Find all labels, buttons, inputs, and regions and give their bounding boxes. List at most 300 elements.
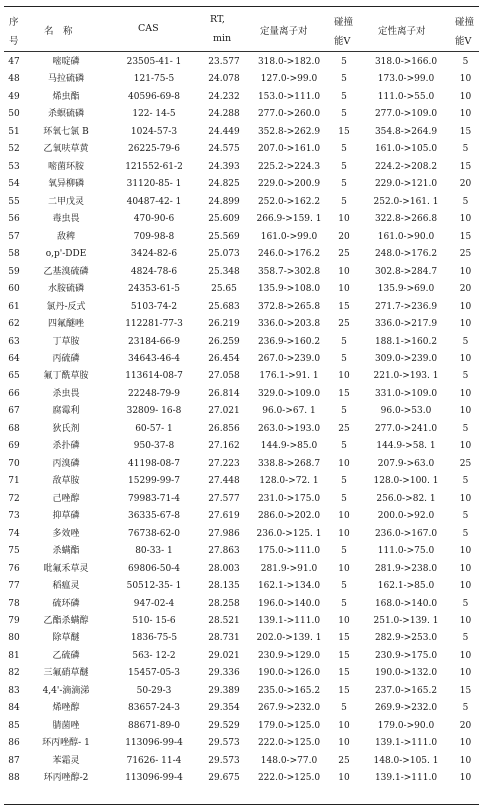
cell-qual-ion-pair: 318.0->166.0 <box>374 57 438 67</box>
cell-retention-time: 27.448 <box>208 476 240 487</box>
cell-qual-ion-pair: 161.0->105.0 <box>374 144 438 155</box>
table-row <box>4 508 479 525</box>
cell-cas-number: 510- 15-6 <box>132 616 176 626</box>
cell-number: 50 <box>8 109 20 120</box>
cell-qual-ion-pair: 309.0->239.0 <box>374 353 438 364</box>
cell-compound-name: 氯丹-反式 <box>46 301 86 312</box>
cell-compound-name: 乙氧呋草黄 <box>43 144 89 155</box>
cell-compound-name: 苯霜灵 <box>52 755 80 766</box>
cell-qual-ion-pair: 161.0->90.0 <box>377 231 435 242</box>
cell-quant-ion-pair: 236.9->160.2 <box>257 336 321 347</box>
cell-quant-ion-pair: 179.0->125.0 <box>257 720 321 731</box>
cell-compound-name: 多效唑 <box>52 528 80 539</box>
cell-qual-ion-pair: 331.0->109.0 <box>374 388 438 399</box>
cell-qual-collision-energy: 25 <box>459 249 472 260</box>
table-row <box>4 141 479 158</box>
cell-number: 49 <box>8 91 20 102</box>
cell-qual-ion-pair: 277.0->241.0 <box>374 423 438 434</box>
cell-compound-name: 腈菌唑 <box>52 720 80 731</box>
cell-quant-ion-pair: 135.9->108.0 <box>257 284 321 295</box>
table-row <box>4 648 479 665</box>
cell-qual-ion-pair: 221.0->193. 1 <box>373 371 439 382</box>
cell-retention-time: 24.825 <box>208 179 240 190</box>
cell-compound-name: 乙酯杀螨醇 <box>43 616 89 626</box>
table-header <box>4 6 479 51</box>
cell-quant-ion-pair: 352.8->262.9 <box>257 126 321 137</box>
cell-quant-collision-energy: 5 <box>341 476 347 487</box>
cell-quant-collision-energy: 5 <box>341 74 347 85</box>
cell-number: 84 <box>8 703 20 714</box>
cell-number: 79 <box>8 616 20 626</box>
table-row <box>4 159 479 176</box>
cell-qual-collision-energy: 20 <box>459 284 472 295</box>
cell-retention-time: 25.073 <box>208 249 240 260</box>
cell-cas-number: 80-33- 1 <box>135 546 173 557</box>
cell-compound-name: 狄氏剂 <box>52 423 80 434</box>
cell-qual-collision-energy: 5 <box>462 336 469 347</box>
cell-retention-time: 29.529 <box>208 720 240 731</box>
cell-qual-ion-pair: 162.1->85.0 <box>377 581 435 592</box>
cell-compound-name: 4,4'-滴滴涕 <box>42 685 90 696</box>
cell-number: 81 <box>8 650 20 661</box>
cell-qual-collision-energy: 10 <box>459 563 472 574</box>
cell-qual-ion-pair: 251.0->139. 1 <box>373 616 439 626</box>
cell-number: 64 <box>8 353 20 364</box>
cell-qual-collision-energy: 5 <box>462 196 469 207</box>
cell-quant-collision-energy: 15 <box>338 388 350 399</box>
cell-number: 63 <box>8 336 20 347</box>
cell-qual-collision-energy: 10 <box>459 616 472 626</box>
cell-qual-collision-energy: 10 <box>459 301 472 312</box>
header-quant-energy-line1: 碰撞 <box>334 17 354 28</box>
cell-quant-ion-pair: 277.0->260.0 <box>257 109 321 120</box>
cell-retention-time: 29.573 <box>208 755 240 766</box>
cell-retention-time: 26.259 <box>208 336 240 347</box>
cell-quant-ion-pair: 246.0->176.2 <box>257 249 321 260</box>
cell-quant-ion-pair: 144.9->85.0 <box>260 441 318 452</box>
cell-cas-number: 31120-85- 1 <box>126 179 182 190</box>
cell-qual-collision-energy: 10 <box>459 668 472 679</box>
cell-quant-ion-pair: 267.0->239.0 <box>257 353 321 364</box>
cell-quant-collision-energy: 10 <box>338 773 350 784</box>
cell-number: 58 <box>8 249 20 260</box>
cell-qual-collision-energy: 10 <box>459 738 472 749</box>
cell-retention-time: 24.575 <box>208 144 240 155</box>
table-row <box>4 54 479 71</box>
cell-qual-collision-energy: 10 <box>459 493 472 504</box>
table-row <box>4 106 479 123</box>
cell-qual-ion-pair: 128.0->100. 1 <box>373 476 439 487</box>
cell-qual-ion-pair: 96.0->53.0 <box>380 406 432 417</box>
cell-qual-collision-energy: 5 <box>462 633 469 644</box>
cell-compound-name: 氟丁酰草胺 <box>43 371 89 382</box>
cell-quant-ion-pair: 266.9->159. 1 <box>256 214 322 225</box>
cell-cas-number: 26225-79-6 <box>128 144 180 155</box>
cell-quant-ion-pair: 128.0->72. 1 <box>259 476 319 487</box>
table-row <box>4 491 479 508</box>
cell-qual-ion-pair: 256.0->82. 1 <box>376 493 436 504</box>
cell-quant-collision-energy: 15 <box>338 126 350 137</box>
cell-quant-collision-energy: 10 <box>338 720 350 731</box>
cell-qual-ion-pair: 302.8->284.7 <box>374 266 438 277</box>
cell-qual-ion-pair: 229.0->121.0 <box>374 179 438 190</box>
cell-quant-ion-pair: 358.7->302.8 <box>257 266 321 277</box>
cell-quant-ion-pair: 329.0->109.0 <box>257 388 321 399</box>
cell-retention-time: 26.856 <box>208 423 240 434</box>
cell-cas-number: 1836-75-5 <box>130 633 178 644</box>
cell-cas-number: 4824-78-6 <box>130 266 178 277</box>
cell-qual-ion-pair: 144.9->58. 1 <box>376 441 436 452</box>
cell-quant-collision-energy: 5 <box>341 109 347 120</box>
cell-quant-collision-energy: 5 <box>341 441 347 452</box>
cell-quant-collision-energy: 10 <box>338 738 350 749</box>
cell-quant-collision-energy: 10 <box>338 563 350 574</box>
cell-compound-name: 杀虫畏 <box>52 388 80 399</box>
cell-compound-name: 烯虫酯 <box>52 91 80 102</box>
cell-compound-name: 丙溴磷 <box>52 458 80 469</box>
cell-quant-ion-pair: 263.0->193.0 <box>257 423 321 434</box>
cell-quant-collision-energy: 5 <box>341 493 347 504</box>
cell-quant-collision-energy: 5 <box>341 703 347 714</box>
cell-compound-name: 吡氟禾草灵 <box>43 563 89 574</box>
cell-compound-name: 杀扑磷 <box>52 441 80 452</box>
table-row <box>4 526 479 543</box>
cell-number: 76 <box>8 563 20 574</box>
cell-qual-ion-pair: 277.0->109.0 <box>374 109 438 120</box>
cell-compound-name: 硫环磷 <box>52 598 80 609</box>
header-divider-rule <box>4 51 479 52</box>
cell-qual-ion-pair: 252.0->161. 1 <box>373 196 439 207</box>
cell-quant-collision-energy: 25 <box>338 249 350 260</box>
cell-cas-number: 83657-24-3 <box>128 703 180 714</box>
cell-number: 74 <box>8 528 20 539</box>
cell-quant-ion-pair: 372.8->265.8 <box>257 301 321 312</box>
table-row <box>4 700 479 717</box>
cell-quant-collision-energy: 10 <box>338 616 350 626</box>
cell-quant-collision-energy: 5 <box>341 336 347 347</box>
cell-quant-ion-pair: 338.8->268.7 <box>257 458 321 469</box>
cell-quant-ion-pair: 222.0->125.0 <box>257 738 321 749</box>
cell-number: 71 <box>8 476 20 487</box>
table-row <box>4 473 479 490</box>
cell-quant-ion-pair: 267.9->232.0 <box>257 703 321 714</box>
cell-cas-number: 15457-05-3 <box>128 668 180 679</box>
cell-compound-name: 丙硫磷 <box>52 353 80 364</box>
cell-qual-ion-pair: 354.8->264.9 <box>374 126 438 137</box>
cell-qual-ion-pair: 230.9->175.0 <box>374 650 438 661</box>
cell-retention-time: 24.449 <box>208 126 240 137</box>
cell-cas-number: 50512-35- 1 <box>126 581 182 592</box>
cell-retention-time: 28.731 <box>208 633 240 644</box>
cell-cas-number: 79983-71-4 <box>128 493 180 504</box>
cell-cas-number: 121552-61-2 <box>125 161 183 172</box>
cell-number: 55 <box>8 196 20 207</box>
table-row <box>4 561 479 578</box>
table-row <box>4 246 479 263</box>
cell-compound-name: 四氟醚唑 <box>47 319 84 330</box>
cell-qual-ion-pair: 179.0->90.0 <box>377 720 435 731</box>
cell-retention-time: 24.288 <box>208 109 240 120</box>
cell-compound-name: 除草醚 <box>52 633 80 644</box>
cell-quant-collision-energy: 10 <box>338 284 350 295</box>
cell-quant-collision-energy: 20 <box>338 231 350 242</box>
cell-retention-time: 29.336 <box>208 668 240 679</box>
cell-quant-collision-energy: 5 <box>341 161 347 172</box>
cell-number: 56 <box>8 214 20 225</box>
cell-qual-ion-pair: 282.9->253.0 <box>374 633 438 644</box>
cell-number: 62 <box>8 319 20 330</box>
cell-cas-number: 88671-89-0 <box>128 720 180 731</box>
cell-number: 77 <box>8 581 20 592</box>
cell-number: 61 <box>8 301 20 312</box>
cell-compound-name: 马拉硫磷 <box>47 74 84 85</box>
cell-retention-time: 27.577 <box>208 493 240 504</box>
cell-cas-number: 71626- 11-4 <box>126 755 182 766</box>
cell-quant-collision-energy: 25 <box>338 423 350 434</box>
cell-quant-ion-pair: 286.0->202.0 <box>257 511 321 522</box>
cell-qual-ion-pair: 269.9->232.0 <box>374 703 438 714</box>
cell-number: 85 <box>8 720 20 731</box>
cell-compound-name: 水胺硫磷 <box>47 284 84 295</box>
cell-compound-name: 环丙唑醇-2 <box>43 773 89 784</box>
cell-cas-number: 1024-57-3 <box>130 126 178 137</box>
cell-quant-collision-energy: 25 <box>338 755 350 766</box>
cell-retention-time: 25.683 <box>208 301 240 312</box>
cell-quant-ion-pair: 190.0->126.0 <box>257 668 321 679</box>
cell-quant-collision-energy: 25 <box>338 319 350 330</box>
cell-retention-time: 29.021 <box>208 650 240 661</box>
cell-number: 72 <box>8 493 20 504</box>
cell-number: 54 <box>8 179 20 190</box>
cell-qual-ion-pair: 248.0->176.2 <box>374 249 438 260</box>
cell-retention-time: 27.223 <box>208 458 240 469</box>
cell-number: 67 <box>8 406 20 417</box>
cell-qual-ion-pair: 236.0->167.0 <box>374 528 438 539</box>
cell-qual-collision-energy: 10 <box>459 581 472 592</box>
cell-qual-collision-energy: 5 <box>462 511 469 522</box>
cell-quant-ion-pair: 252.0->162.2 <box>257 196 321 207</box>
cell-number: 57 <box>8 231 20 242</box>
cell-number: 59 <box>8 266 20 277</box>
table-row <box>4 89 479 106</box>
cell-cas-number: 113096-99-4 <box>125 773 183 784</box>
cell-compound-name: o,p'-DDE <box>45 249 87 260</box>
table-row <box>4 368 479 385</box>
table-row <box>4 613 479 630</box>
cell-qual-collision-energy: 10 <box>459 773 472 784</box>
cell-qual-ion-pair: 237.0->165.2 <box>374 685 438 696</box>
cell-cas-number: 32809- 16-8 <box>126 406 182 417</box>
cell-retention-time: 25.348 <box>208 266 240 277</box>
cell-compound-name: 嘧啶磷 <box>52 57 80 67</box>
cell-cas-number: 34643-46-4 <box>128 353 180 364</box>
cell-cas-number: 23505-41- 1 <box>126 57 182 67</box>
cell-cas-number: 947-02-4 <box>133 598 175 609</box>
cell-retention-time: 29.675 <box>208 773 240 784</box>
cell-quant-collision-energy: 10 <box>338 528 350 539</box>
cell-retention-time: 25.569 <box>208 231 240 242</box>
cell-qual-collision-energy: 15 <box>459 685 472 696</box>
cell-qual-ion-pair: 148.0->105. 1 <box>373 755 439 766</box>
cell-retention-time: 27.058 <box>208 371 240 382</box>
cell-qual-collision-energy: 10 <box>459 109 472 120</box>
cell-qual-ion-pair: 111.0->55.0 <box>377 91 435 102</box>
cell-quant-ion-pair: 336.0->203.8 <box>257 319 321 330</box>
cell-qual-ion-pair: 111.0->75.0 <box>377 546 435 557</box>
table-row <box>4 281 479 298</box>
cell-quant-collision-energy: 15 <box>338 668 350 679</box>
cell-retention-time: 26.814 <box>208 388 240 399</box>
cell-qual-collision-energy: 10 <box>459 353 472 364</box>
cell-number: 65 <box>8 371 20 382</box>
cell-cas-number: 24353-61-5 <box>128 284 180 295</box>
cell-cas-number: 112281-77-3 <box>125 319 183 330</box>
cell-cas-number: 15299-99-7 <box>128 476 180 487</box>
cell-compound-name: 烯唑醇 <box>52 703 80 714</box>
cell-retention-time: 24.232 <box>208 91 240 102</box>
cell-quant-ion-pair: 281.9->91.0 <box>260 563 318 574</box>
cell-qual-collision-energy: 15 <box>459 126 472 137</box>
cell-quant-ion-pair: 235.0->165.2 <box>257 685 321 696</box>
cell-qual-collision-energy: 10 <box>459 755 472 766</box>
table-row <box>4 194 479 211</box>
cell-quant-collision-energy: 15 <box>338 650 350 661</box>
cell-qual-collision-energy: 5 <box>462 423 469 434</box>
cell-qual-collision-energy: 25 <box>459 458 472 469</box>
cell-quant-ion-pair: 176.1->91. 1 <box>259 371 319 382</box>
table-row <box>4 299 479 316</box>
cell-quant-collision-energy: 15 <box>338 633 350 644</box>
cell-retention-time: 28.258 <box>208 598 240 609</box>
cell-compound-name: 环氧七氯 B <box>43 126 89 137</box>
cell-qual-ion-pair: 336.0->217.9 <box>374 319 438 330</box>
cell-number: 48 <box>8 74 20 85</box>
cell-qual-collision-energy: 10 <box>459 650 472 661</box>
cell-compound-name: 敌草胺 <box>52 476 80 487</box>
cell-quant-collision-energy: 5 <box>341 581 347 592</box>
cell-qual-collision-energy: 10 <box>459 546 472 557</box>
table-row <box>4 718 479 735</box>
cell-compound-name: 毒虫畏 <box>52 214 80 225</box>
cell-compound-name: 己唑醇 <box>52 493 80 504</box>
cell-compound-name: 乙基溴硫磷 <box>43 266 89 277</box>
cell-quant-collision-energy: 5 <box>341 196 347 207</box>
header-cas: CAS <box>138 23 159 34</box>
cell-number: 69 <box>8 441 20 452</box>
cell-qual-ion-pair: 224.2->208.2 <box>374 161 438 172</box>
cell-retention-time: 29.573 <box>208 738 240 749</box>
cell-retention-time: 29.354 <box>208 703 240 714</box>
cell-cas-number: 22248-79-9 <box>128 388 180 399</box>
table-row <box>4 71 479 88</box>
cell-cas-number: 50-29-3 <box>136 685 172 696</box>
cell-cas-number: 563- 12-2 <box>132 650 176 661</box>
cell-number: 80 <box>8 633 20 644</box>
cell-retention-time: 27.162 <box>208 441 240 452</box>
cell-quant-collision-energy: 10 <box>338 458 350 469</box>
cell-quant-ion-pair: 96.0->67. 1 <box>262 406 316 417</box>
cell-quant-ion-pair: 175.0->111.0 <box>257 546 321 557</box>
cell-number: 47 <box>8 57 20 67</box>
cell-number: 53 <box>8 161 20 172</box>
cell-compound-name: 嘧菌环胺 <box>47 161 84 172</box>
table-body <box>4 54 479 788</box>
cell-number: 68 <box>8 423 20 434</box>
cell-quant-ion-pair: 207.0->161.0 <box>257 144 321 155</box>
cell-compound-name: 三氟硝草醚 <box>43 668 89 679</box>
header-quant-energy-line2: 能V <box>334 36 351 47</box>
cell-qual-collision-energy: 5 <box>462 598 469 609</box>
header-quant-pair: 定量离子对 <box>260 26 308 37</box>
cell-quant-ion-pair: 231.0->175.0 <box>257 493 321 504</box>
header-qual-energy-line2: 能V <box>455 36 472 47</box>
cell-qual-collision-energy: 10 <box>459 319 472 330</box>
cell-retention-time: 27.986 <box>208 528 240 539</box>
cell-retention-time: 29.389 <box>208 685 240 696</box>
cell-retention-time: 25.609 <box>208 214 240 225</box>
cell-quant-ion-pair: 318.0->182.0 <box>257 57 321 67</box>
cell-quant-ion-pair: 236.0->125. 1 <box>256 528 322 539</box>
cell-qual-ion-pair: 188.1->160.2 <box>374 336 438 347</box>
table-row <box>4 351 479 368</box>
cell-quant-ion-pair: 230.9->129.0 <box>257 650 321 661</box>
header-qual-pair: 定性离子对 <box>378 26 426 37</box>
header-no-line1: 序 <box>9 17 19 28</box>
cell-quant-ion-pair: 202.0->139. 1 <box>256 633 322 644</box>
table-row <box>4 403 479 420</box>
cell-quant-ion-pair: 139.1->111.0 <box>257 616 321 626</box>
cell-qual-collision-energy: 10 <box>459 441 472 452</box>
cell-quant-collision-energy: 5 <box>341 144 347 155</box>
cell-compound-name: 杀螨酯 <box>52 546 80 557</box>
cell-compound-name: 环丙唑醇- 1 <box>42 738 90 749</box>
cell-qual-collision-energy: 15 <box>459 161 472 172</box>
cell-qual-collision-energy: 20 <box>459 720 472 731</box>
table-row <box>4 735 479 752</box>
cell-qual-collision-energy: 10 <box>459 74 472 85</box>
cell-quant-ion-pair: 229.0->200.9 <box>257 179 321 190</box>
cell-quant-collision-energy: 5 <box>341 179 347 190</box>
cell-number: 86 <box>8 738 20 749</box>
cell-retention-time: 23.577 <box>208 57 240 67</box>
cell-qual-collision-energy: 5 <box>462 57 469 67</box>
cell-cas-number: 41198-08-7 <box>128 458 180 469</box>
cell-retention-time: 27.619 <box>208 511 240 522</box>
cell-quant-ion-pair: 161.0->99.0 <box>260 231 318 242</box>
cell-quant-collision-energy: 15 <box>338 685 350 696</box>
cell-retention-time: 24.393 <box>208 161 240 172</box>
header-rt-line2: min <box>213 33 232 44</box>
cell-cas-number: 36335-67-8 <box>128 511 180 522</box>
cell-compound-name: 氧异柳磷 <box>47 179 84 190</box>
cell-compound-name: 抑草磷 <box>52 511 80 522</box>
cell-cas-number: 122- 14-5 <box>132 109 176 120</box>
cell-quant-collision-energy: 5 <box>341 598 347 609</box>
cell-number: 87 <box>8 755 20 766</box>
cell-quant-ion-pair: 148.0->77.0 <box>260 755 318 766</box>
cell-qual-collision-energy: 10 <box>459 406 472 417</box>
cell-cas-number: 5103-74-2 <box>130 301 178 312</box>
cell-quant-collision-energy: 10 <box>338 511 350 522</box>
table-row <box>4 176 479 193</box>
cell-quant-ion-pair: 153.0->111.0 <box>257 91 321 102</box>
table-row <box>4 770 479 787</box>
table-row <box>4 438 479 455</box>
cell-qual-ion-pair: 200.0->92.0 <box>377 511 435 522</box>
cell-retention-time: 26.454 <box>208 353 240 364</box>
cell-compound-name: 乙硫磷 <box>52 650 80 661</box>
cell-retention-time: 28.521 <box>208 616 240 626</box>
